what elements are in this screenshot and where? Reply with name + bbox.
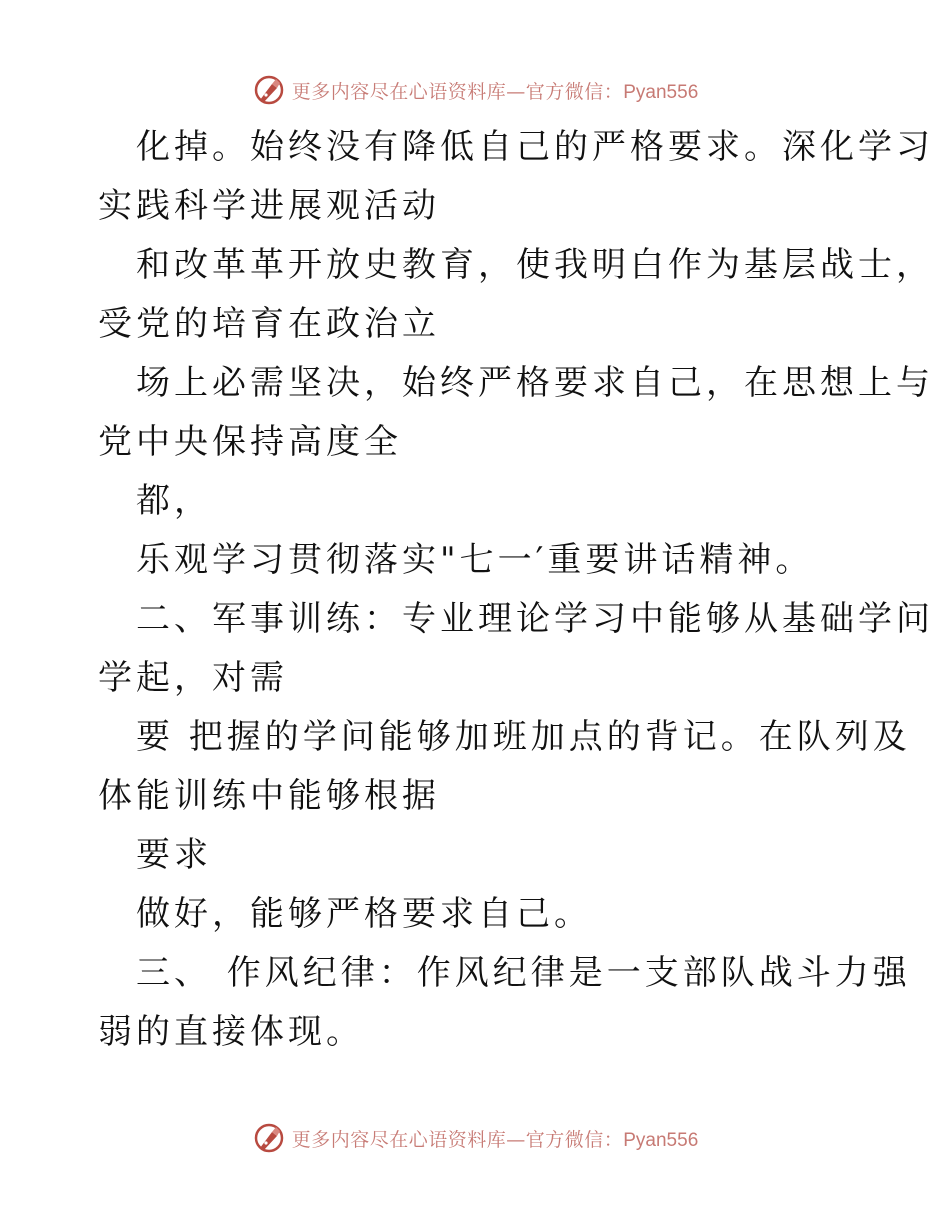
text-line: 场上必需坚决，始终严格要求自己，在思想上与: [136, 363, 934, 403]
text-line: 学起，对需: [98, 658, 288, 698]
watermark-text: [292, 1125, 699, 1152]
text-line: 要求: [136, 835, 212, 875]
pen-nib-logo-icon: [252, 1121, 286, 1155]
text-line: 体能训练中能够根据: [98, 776, 440, 816]
watermark-wechat-id: Pyan556: [623, 1129, 699, 1151]
text-line: 弱的直接体现。: [98, 1012, 364, 1052]
watermark-group: [252, 73, 699, 107]
text-line: 三、 作风纪律：作风纪律是一支部队战斗力强: [136, 953, 911, 993]
text-line: 都，: [136, 481, 212, 521]
text-line: 化掉。始终没有降低自己的严格要求。深化学习: [136, 127, 934, 167]
text-line: 二、军事训练：专业理论学习中能够从基础学问: [136, 599, 934, 639]
watermark-label: 更多内容尽在心语资料库—官方微信：: [291, 80, 624, 103]
footer-watermark: [0, 1118, 950, 1158]
text-line: 做好，能够严格要求自己。: [136, 894, 592, 934]
pen-nib-logo-icon: [252, 73, 286, 107]
text-line: 和改革革开放史教育，使我明白作为基层战士，: [136, 245, 934, 285]
watermark-wechat-id: Pyan556: [623, 81, 699, 103]
text-line: 实践科学进展观活动: [98, 186, 440, 226]
text-line: 要 把握的学问能够加班加点的背记。在队列及: [136, 717, 911, 757]
text-line: 乐观学习贯彻落实"七一′重要讲话精神。: [136, 540, 814, 580]
watermark-text: [292, 77, 699, 104]
text-line: 党中央保持高度全: [98, 422, 402, 462]
text-line: 受党的培育在政治立: [98, 304, 440, 344]
watermark-group: [252, 1121, 699, 1155]
header-watermark: [0, 70, 950, 110]
document-body: [98, 118, 934, 1062]
watermark-label: 更多内容尽在心语资料库—官方微信：: [291, 1128, 624, 1151]
